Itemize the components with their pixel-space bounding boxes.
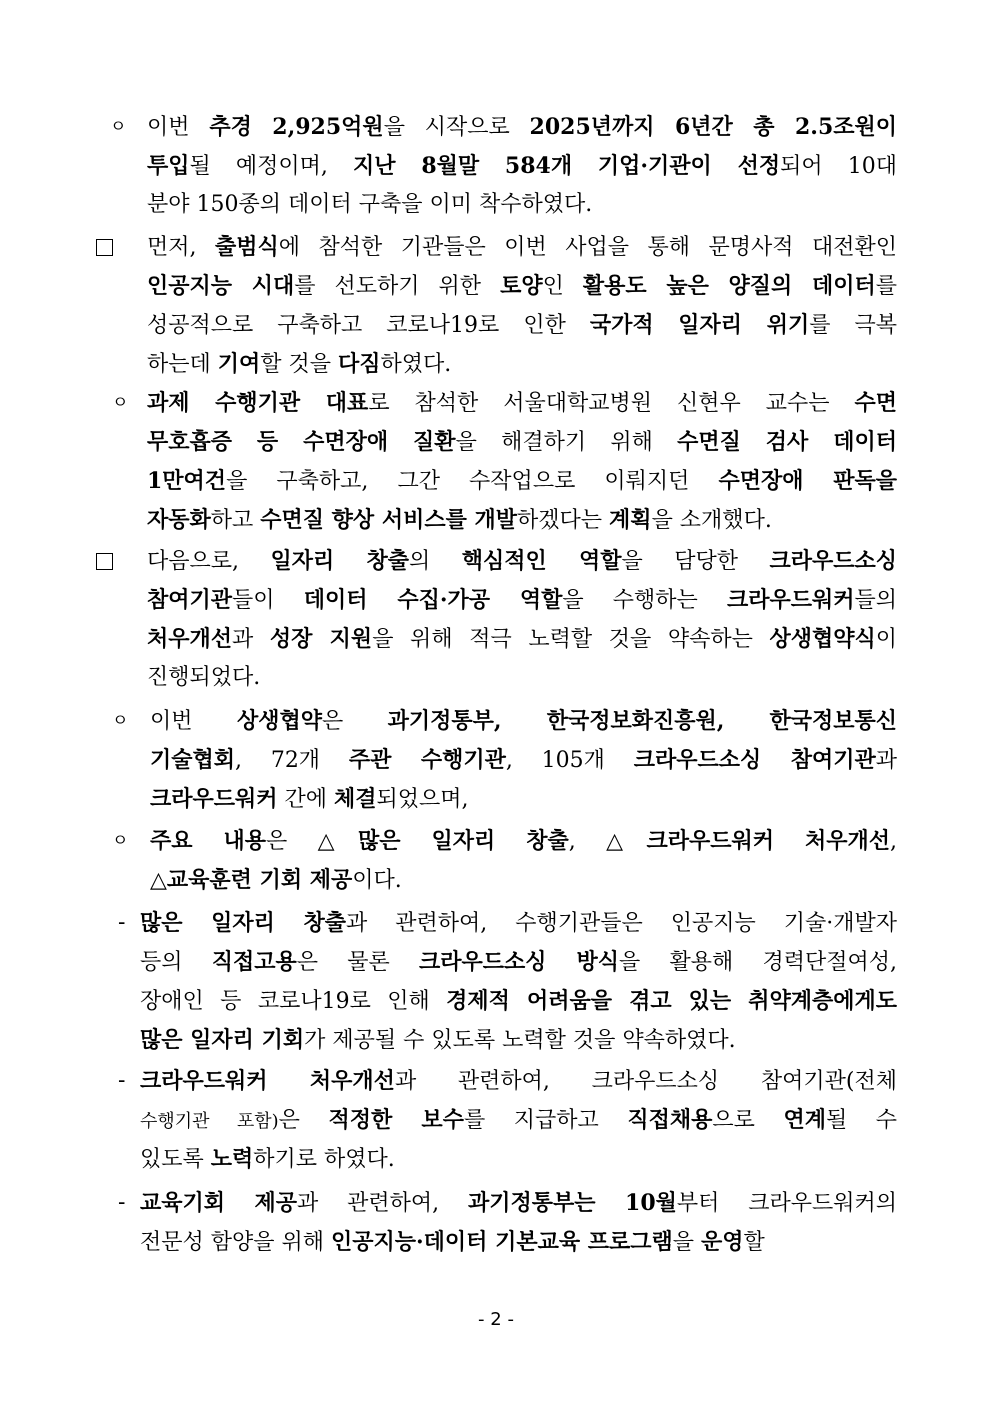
text-line [140, 1105, 897, 1135]
text-line [147, 466, 897, 496]
text: 을 수행하는 [562, 588, 727, 613]
text: 이번 [147, 115, 210, 140]
bold-text: 적정한 보수 [328, 1107, 464, 1133]
page-number: - 2 - [478, 1309, 514, 1330]
text-line [147, 271, 897, 301]
bold-text: 참여기관 [147, 587, 233, 613]
text: 전문성 함양을 위해 [140, 1230, 331, 1255]
bold-text: 핵심적인 역할 [461, 548, 622, 574]
text: 으로 [712, 1108, 784, 1133]
text: 에 참석한 기관들은 이번 사업을 통해 문명사적 대전환인 [278, 235, 898, 260]
bold-text: 인공지능·데이터 기본교육 프로그램 [331, 1229, 673, 1255]
text: 은 [321, 709, 388, 734]
text: 을 위해 적극 노력할 것을 약속하는 [372, 627, 770, 652]
text: 할 [743, 1230, 765, 1255]
bold-text: 수면 [854, 390, 897, 416]
bold-text: 추경 2,925억원 [209, 114, 384, 140]
text-line [140, 1227, 765, 1257]
bold-text: 수면질 검사 데이터 [677, 429, 897, 455]
text: △ [150, 868, 167, 893]
text: 과 [875, 748, 897, 773]
text: 있도록 [140, 1147, 211, 1172]
bold-text: 계획 [609, 507, 652, 533]
bold-text: 활용도 높은 양질의 데이터 [582, 273, 876, 299]
text: 부터 크라우드워커의 [676, 1191, 898, 1216]
text: 등의 [140, 950, 212, 975]
text: 간에 [277, 787, 335, 812]
text: 장애인 등 코로나19로 인해 [140, 989, 447, 1014]
text-line [140, 1144, 395, 1174]
bold-text: 수면장애 판독을 [718, 468, 897, 494]
bold-text: 크라우드소싱 방식 [419, 949, 619, 975]
text-line [150, 706, 897, 736]
text: 하였다. [380, 352, 452, 377]
bold-text: 노력 [210, 1146, 254, 1172]
square-bullet-icon [96, 239, 113, 256]
text-line [147, 232, 897, 262]
text: 과 관련하여, 수행기관들은 인공지능 기술·개발자 [346, 911, 897, 936]
bold-text: 무호흡증 등 수면장애 질환 [147, 429, 456, 455]
text-line [147, 151, 897, 181]
bold-text: 다짐 [338, 351, 381, 377]
text: 들의 [854, 588, 898, 613]
bold-text: 과기정통부, 한국정보화진흥원, 한국정보통신 [387, 708, 897, 734]
circle-bullet: ㅇ [112, 393, 129, 413]
bold-text: 지난 8월말 584개 기업·기관이 선정 [353, 153, 781, 179]
text: , [890, 829, 898, 854]
bold-text: 과제 수행기관 대표 [147, 390, 369, 416]
text: 가 제공될 수 있도록 노력할 것을 약속하였다. [304, 1028, 736, 1053]
text: 과 관련하여, 크라우드소싱 참여기관(전체 [394, 1069, 898, 1094]
text: 되었으며, [376, 787, 469, 812]
text-line [140, 986, 897, 1016]
bold-text: 많은 일자리 기회 [140, 1027, 305, 1053]
bold-text: 투입 [147, 153, 190, 179]
bold-text: 운영 [701, 1229, 744, 1255]
text-line [147, 388, 897, 418]
text: 하기로 하였다. [253, 1147, 395, 1172]
text: 과 [232, 627, 270, 652]
bold-text: 직접고용 [211, 949, 297, 975]
text-line [140, 1066, 897, 1096]
bold-text: 교육기회 제공 [140, 1190, 298, 1216]
dash-bullet: - [118, 910, 126, 935]
text-line [140, 1188, 897, 1218]
bold-text: 1만여건 [147, 468, 227, 494]
dash-bullet: - [118, 1190, 126, 1215]
text: 이 [875, 627, 897, 652]
bold-text: 2025년까지 6년간 총 2.5조원이 [529, 114, 898, 140]
circle-bullet: ㅇ [112, 711, 129, 731]
text-line [140, 908, 897, 938]
text-line [147, 190, 592, 220]
dash-bullet: - [118, 1068, 126, 1093]
bold-text: 경제적 어려움을 겪고 있는 취약계층에게도 [446, 988, 897, 1014]
bold-text: 수면질 향상 서비스를 개발 [260, 507, 518, 533]
text-line [150, 826, 897, 856]
text: 을 활용해 경력단절여성, [618, 950, 897, 975]
text: 이다. [352, 868, 402, 893]
text-line [147, 624, 897, 654]
text: 될 예정이며, [189, 154, 354, 179]
bold-text: 기술협회 [150, 747, 236, 773]
bold-text: 상생협약 [236, 708, 322, 734]
bold-text: 출범식 [215, 234, 279, 260]
text: 진행되었다. [147, 665, 261, 690]
text: 될 수 [825, 1108, 898, 1133]
text: , △ [568, 829, 647, 854]
text: 되어 10대 [780, 154, 897, 179]
text: 를 선도하기 위한 [294, 274, 501, 299]
text: 분야 150종의 데이터 구축을 이미 착수하였다. [147, 192, 593, 217]
text: 을 구축하고, 그간 수작업으로 이뤄지던 [226, 469, 719, 494]
text-line [147, 310, 897, 340]
text: 을 [672, 1230, 702, 1255]
text-line [150, 784, 469, 814]
bold-text: 많은 일자리 창출 [357, 828, 569, 854]
text: 의 [408, 549, 462, 574]
text: 할 것을 [260, 352, 339, 377]
text-line [150, 745, 897, 775]
text: 이번 [150, 709, 237, 734]
bold-text: 교육훈련 기회 제공 [166, 867, 353, 893]
bold-text: 크라우드워커 [727, 587, 855, 613]
text-line [150, 865, 402, 895]
bold-text: 기여 [217, 351, 261, 377]
bold-text: 직접채용 [627, 1107, 713, 1133]
bold-text: 자동화 [147, 507, 211, 533]
bold-text: 주요 내용 [150, 828, 267, 854]
text: 로 참석한 서울대학교병원 신현우 교수는 [368, 391, 855, 416]
square-bullet-icon [96, 553, 113, 570]
bold-text: 일자리 창출 [270, 548, 409, 574]
text-line [140, 947, 897, 977]
text: 수행기관 포함) [140, 1111, 279, 1132]
bold-text: 국가적 일자리 위기 [589, 312, 810, 338]
text-line [140, 1025, 736, 1055]
text: 먼저, [147, 235, 215, 260]
bold-text: 크라우드워커 처우개선 [646, 828, 891, 854]
text: , 105개 [505, 748, 634, 773]
text: 를 극복 [809, 313, 898, 338]
text: 다음으로, [147, 549, 271, 574]
text-line [147, 546, 897, 576]
text: 은 물론 [296, 950, 420, 975]
bold-text: 처우개선 [147, 626, 233, 652]
circle-bullet: ㅇ [112, 831, 129, 851]
bold-text: 인공지능 시대 [147, 273, 295, 299]
text: 을 시작으로 [383, 115, 530, 140]
text-line [147, 427, 897, 457]
bold-text: 크라우드소싱 참여기관 [633, 747, 876, 773]
text: 과 관련하여, [297, 1191, 468, 1216]
text: 을 담당한 [621, 549, 770, 574]
bold-text: 크라우드소싱 [769, 548, 898, 574]
bold-text: 크라우드워커 처우개선 [140, 1068, 395, 1094]
text: 은 △ [266, 829, 358, 854]
bold-text: 체결 [334, 786, 377, 812]
text: 성공적으로 구축하고 코로나19로 인한 [147, 313, 590, 338]
bold-text: 토양 [500, 273, 543, 299]
bold-text: 주관 수행기관 [348, 747, 506, 773]
bold-text: 많은 일자리 창출 [140, 910, 347, 936]
text: 인 [542, 274, 583, 299]
bold-text: 연계 [783, 1107, 826, 1133]
text: 를 지급하고 [463, 1108, 628, 1133]
text: 을 소개했다. [651, 508, 772, 533]
text: 를 [875, 274, 897, 299]
text-line [147, 663, 260, 693]
bold-text: 상생협약식 [769, 626, 876, 652]
bold-text: 크라우드워커 [150, 786, 278, 812]
text: 하겠다는 [517, 508, 610, 533]
text: 들이 [232, 588, 304, 613]
circle-bullet: ㅇ [110, 117, 127, 137]
text-line [147, 585, 897, 615]
text-line [147, 349, 451, 379]
bold-text: 데이터 수집·가공 역할 [303, 587, 563, 613]
bold-text: 성장 지원 [269, 626, 373, 652]
text-line [147, 505, 772, 535]
bold-text: 과기정통부는 10월 [467, 1190, 677, 1216]
text: 하고 [210, 508, 261, 533]
text: 은 [278, 1108, 329, 1133]
text: 하는데 [147, 352, 218, 377]
text: , 72개 [235, 748, 349, 773]
text-line [147, 112, 897, 142]
text: 을 해결하기 위해 [455, 430, 678, 455]
